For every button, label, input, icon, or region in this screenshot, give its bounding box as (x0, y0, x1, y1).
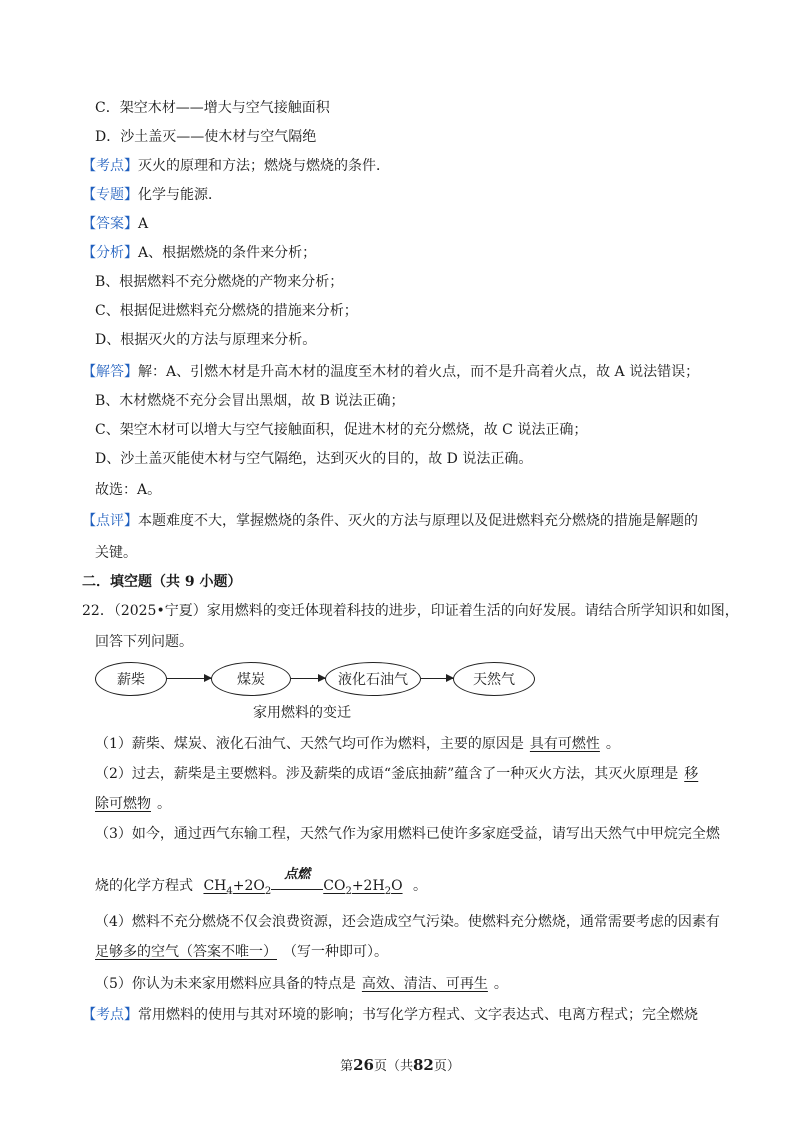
kaodian2-text: 常用燃料的使用与其对环境的影响；书写化学方程式、文字表达式、电离方程式；完全燃烧 (138, 1007, 698, 1023)
dianping-tag: 【点评】 (82, 513, 138, 529)
answer-2a: 移 (684, 766, 699, 782)
fenxi-tag: 【分析】 (82, 245, 138, 261)
dianping-line (82, 511, 722, 531)
part-1: （1）薪柴、煤炭、液化石油气、天然气均可作为燃料，主要的原因是 具有可燃性 。 (95, 736, 620, 752)
section-heading: 二．填空题（共 9 小题） (82, 574, 242, 590)
zhuanti-tag: 【专题】 (82, 187, 138, 203)
jieda-line (82, 362, 722, 382)
answer-3-equation: $CH_4+2O_2$ 点燃 $CO_2+2H_2O$ (203, 867, 403, 897)
page-total: 82 (413, 1056, 434, 1074)
page-number: 26 (353, 1056, 374, 1074)
daan-tag: 【答案】 (82, 216, 138, 232)
daan-line (82, 214, 722, 234)
fuel-flow-diagram (95, 660, 535, 720)
part-4-cont: 足够多的空气（答案不唯一） （写一种即可）。 (95, 944, 388, 960)
flow-node-coal: 煤炭 (211, 662, 291, 696)
fenxi-b: B、根据燃料不充分燃烧的产物来分析； (95, 274, 344, 290)
zhuanti-text: 化学与能源． (138, 187, 222, 203)
jieda-tag: 【解答】 (82, 364, 138, 380)
question-22-stem: 22．（2025•宁夏）家用燃料的变迁体现着科技的进步，印证着生活的向好发展。请结合所学知识和如图， (82, 603, 739, 619)
jieda-b: B、木材燃烧不充分会冒出黑烟，故 B 说法正确； (95, 393, 405, 409)
part-2-cont: 除可燃物 。 (95, 796, 171, 812)
answer-4: 足够多的空气（答案不唯一） (95, 944, 277, 960)
reaction-condition: 点燃 (271, 879, 323, 890)
option-d: D．沙土盖灭——使木材与空气隔绝 (95, 129, 317, 145)
flow-node-natural-gas: 天然气 (453, 662, 535, 696)
zhuanti-line (82, 185, 722, 205)
flow-caption: 家用燃料的变迁 (253, 705, 351, 721)
part-2: （2）过去，薪柴是主要燃料。涉及薪柴的成语“釜底抽薪”蕴含了一种灭火方法，其灭火原理是 移 (95, 764, 735, 784)
flow-arrow (291, 678, 325, 679)
answer-5: 高效、清洁、可再生 (361, 976, 488, 992)
fenxi-line (82, 243, 722, 263)
part-4: （4）燃料不充分燃烧不仅会浪费资源，还会造成空气污染。使燃料充分燃烧，通常需要考虑的因素有 (95, 914, 720, 930)
fenxi-text: A、根据燃烧的条件来分析； (138, 245, 317, 261)
page-footer: 第26页（共82页） (340, 1056, 460, 1074)
part-3: （3）如今，通过西气东输工程，天然气作为家用燃料已使许多家庭受益，请写出天然气中甲烷完全燃 (95, 826, 720, 842)
fenxi-d: D、根据灭火的方法与原理来分析。 (95, 332, 317, 348)
kaodian2-line (82, 1005, 722, 1025)
fenxi-c: C、根据促进燃料充分燃烧的措施来分析； (95, 303, 358, 319)
flow-node-lpg: 液化石油气 (325, 662, 421, 696)
option-c: C．架空木材——增大与空气接触面积 (95, 100, 330, 116)
kaodian-tag: 【考点】 (82, 158, 138, 174)
dianping-cont: 关键。 (95, 545, 137, 561)
jieda-d: D、沙土盖灭能使木材与空气隔绝，达到灭火的目的，故 D 说法正确。 (95, 451, 533, 467)
dianping-text: 本题难度不大，掌握燃烧的条件、灭火的方法与原理以及促进燃料充分燃烧的措施是解题的 (138, 513, 698, 529)
guxuan: 故选：A。 (95, 482, 162, 498)
answer-1: 具有可燃性 (529, 736, 600, 752)
part-5: （5）你认为未来家用燃料应具备的特点是 高效、清洁、可再生 。 (95, 976, 508, 992)
kaodian-line (82, 156, 722, 176)
kaodian-text: 灭火的原理和方法；燃烧与燃烧的条件． (138, 158, 390, 174)
kaodian2-tag: 【考点】 (82, 1007, 138, 1023)
answer-2b: 除可燃物 (95, 796, 151, 812)
flow-arrow (167, 678, 211, 679)
flow-arrow (421, 678, 453, 679)
question-22-stem-cont: 回答下列问题。 (95, 634, 193, 650)
jieda-c: C、架空木材可以增大与空气接触面积，促进木材的充分燃烧，故 C 说法正确； (95, 422, 588, 438)
flow-node-firewood: 薪柴 (95, 662, 167, 696)
part-3-equation-line: 烧的化学方程式 $CH_4+2O_2$ 点燃 $CO_2+2H_2O$ 。 (95, 876, 735, 902)
daan-text: A (138, 216, 149, 232)
jieda-text: 解：A、引燃木材是升高木材的温度至木材的着火点，而不是升高着火点，故 A 说法错误； (138, 364, 700, 380)
